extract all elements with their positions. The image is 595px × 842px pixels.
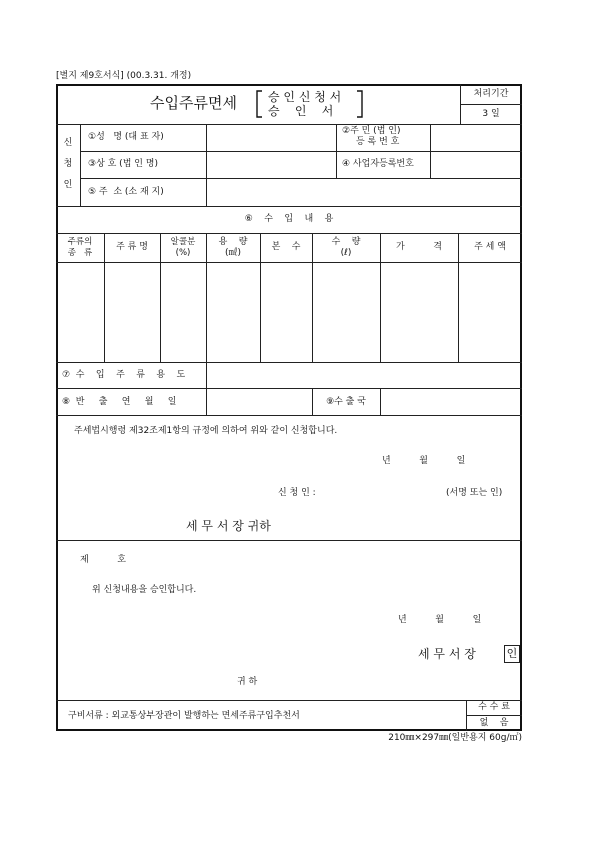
column-header-quantity: (ℓ): [340, 248, 352, 258]
applicant-signature-field[interactable]: [330, 483, 440, 501]
approval-authority: 세 무 서 장: [418, 647, 476, 661]
approval-number-label: 제 호: [80, 555, 126, 565]
divider: [56, 540, 522, 541]
paper-spec: 210㎜×297㎜(일반용지 60g/㎡): [388, 733, 522, 743]
resident-number-label: ②주 민 (법 인): [342, 126, 401, 136]
name-input[interactable]: [207, 125, 335, 150]
approval-date: 년 월 일: [398, 615, 482, 625]
name-label: ①성 명 (대 표 자): [88, 132, 164, 142]
declaration-date: 년 월 일: [382, 456, 466, 466]
import-details-table-body[interactable]: [57, 263, 521, 361]
divider: [80, 124, 81, 206]
shipping-date-label: ⑧ 반 출 연 월 일: [62, 397, 177, 407]
import-purpose-input[interactable]: [207, 363, 521, 387]
import-purpose-label: ⑦ 수 입 주 류 용 도: [62, 370, 186, 380]
column-header-liquor-name: 주 류 명: [116, 242, 148, 252]
applicant-section-label: 신: [63, 138, 73, 148]
title-approval: 승 인 서: [268, 104, 334, 118]
form-title: 수입주류면세: [150, 94, 237, 112]
declaration-statement: 주세법시행령 제32조제1항의 규정에 의하여 위와 같이 신청합니다.: [74, 426, 338, 436]
column-header-liquor-tax: 주 세 액: [474, 242, 506, 252]
fee-label: 수 수 료: [478, 702, 510, 712]
column-header-volume: 용 량: [218, 237, 248, 247]
left-bracket-icon: [255, 90, 263, 118]
applicant-section-label: 청: [63, 159, 73, 169]
divider: [466, 715, 522, 716]
official-seal: 인: [504, 645, 520, 663]
right-bracket-icon: [356, 90, 364, 118]
business-number-input[interactable]: [431, 152, 521, 177]
column-header-alcohol: (%): [175, 248, 191, 258]
column-header-volume: (㎖): [224, 248, 242, 258]
column-header-quantity: 수 량: [331, 237, 361, 247]
divider: [56, 415, 522, 416]
form-code: [별지 제9호서식] (00.3.31. 개정): [56, 71, 192, 81]
resident-number-label: 등 록 번 호: [356, 137, 400, 147]
divider: [56, 700, 522, 701]
divider: [336, 124, 337, 178]
divider: [56, 206, 522, 207]
import-details-title: ⑥ 수 입 내 용: [244, 214, 334, 224]
shipping-date-input[interactable]: [207, 389, 311, 414]
processing-period-label: 처리기간: [473, 89, 509, 99]
column-header-alcohol: 알콜분: [170, 237, 196, 247]
title-application: 승 인 신 청 서: [268, 90, 342, 104]
required-documents: 구비서류 : 외교통상부장관이 발행하는 면세주류구입추천서: [68, 711, 300, 721]
company-label: ③상 호 (법 인 명): [88, 159, 159, 169]
applicant-signature-label: 신 청 인 :: [278, 488, 316, 498]
business-number-label: ④ 사업자등록번호: [342, 159, 414, 169]
export-country-label: ⑨수 출 국: [326, 397, 366, 407]
column-header-bottles: 본 수: [271, 242, 301, 252]
divider: [56, 233, 522, 234]
declaration-addressee: 세 무 서 장 귀하: [186, 519, 271, 533]
address-label: ⑤ 주 소 (소 재 지): [88, 187, 164, 197]
signature-note: (서명 또는 인): [446, 488, 503, 498]
export-country-input[interactable]: [381, 389, 521, 414]
address-input[interactable]: [207, 179, 521, 205]
approval-statement: 위 신청내용을 승인합니다.: [92, 585, 197, 595]
fee-value: 없 음: [479, 718, 509, 728]
processing-period-value: 3 일: [482, 109, 500, 119]
column-header-liquor-type: 주류의: [67, 237, 93, 247]
resident-number-input[interactable]: [431, 125, 521, 150]
column-header-price: 가 격: [396, 242, 442, 252]
column-header-liquor-type: 종 류: [67, 248, 93, 258]
divider: [460, 104, 522, 105]
approval-recipient: 귀 하: [237, 677, 258, 687]
company-input[interactable]: [207, 152, 335, 177]
applicant-section-label: 인: [63, 180, 73, 190]
